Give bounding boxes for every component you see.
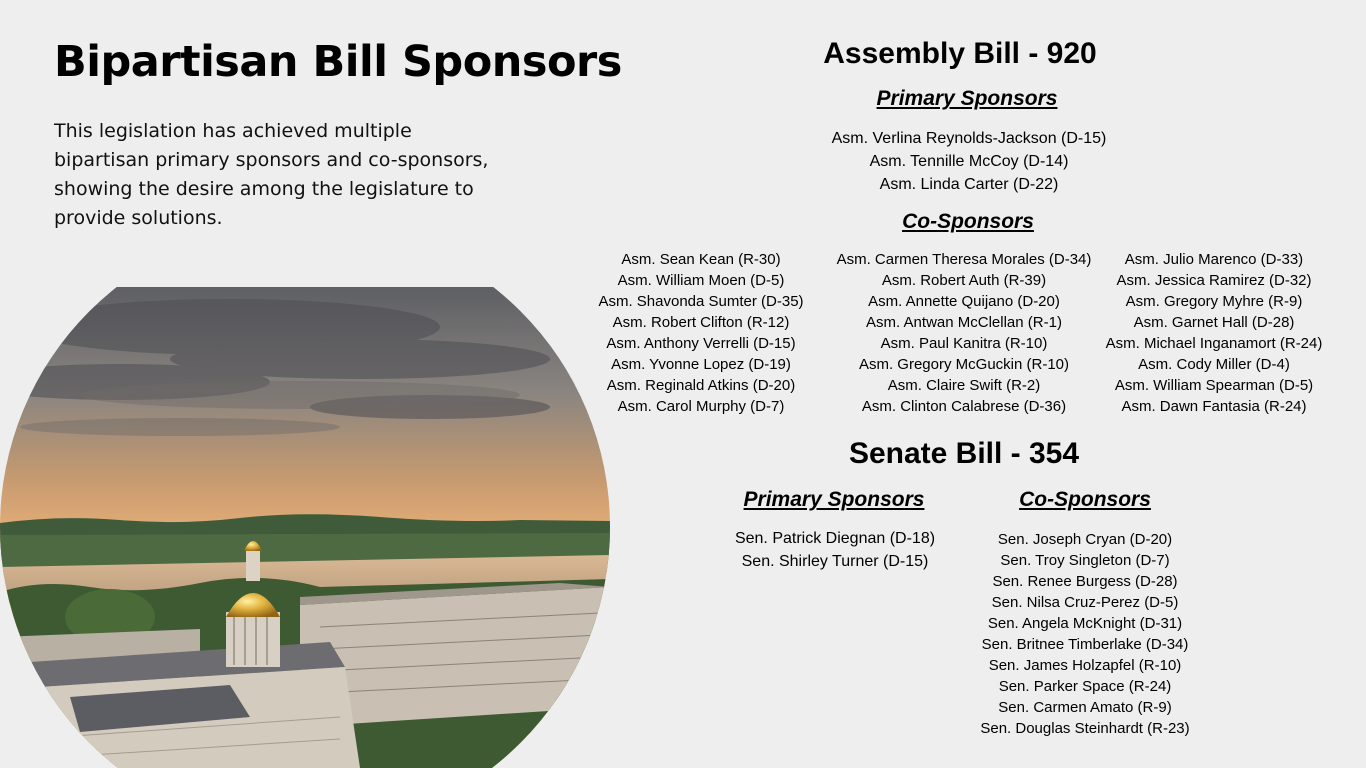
list-item: Asm. Claire Swift (R-2)	[887, 377, 1041, 394]
assembly-primary-list	[769, 127, 1169, 196]
senate-bill-heading: Senate Bill - 354	[848, 437, 1080, 470]
list-item: Asm. Shavonda Sumter (D-35)	[598, 293, 804, 310]
list-item: Asm. Michael Inganamort (R-24)	[1105, 335, 1323, 352]
list-item: Asm. Robert Auth (R-39)	[881, 272, 1047, 289]
list-item: Asm. Antwan McClellan (R-1)	[866, 314, 1062, 331]
assembly-cosponsors-column-1	[581, 249, 821, 417]
list-item: Asm. Jessica Ramirez (D-32)	[1116, 272, 1312, 289]
list-item: Asm. William Moen (D-5)	[617, 272, 785, 289]
list-item: Asm. Gregory McGuckin (R-10)	[858, 356, 1070, 373]
list-item: Sen. Britnee Timberlake (D-34)	[981, 636, 1189, 653]
list-item: Asm. Julio Marenco (D-33)	[1124, 251, 1304, 268]
assembly-cosponsors-column-3	[1094, 249, 1334, 417]
list-item: Asm. Verlina Reynolds-Jackson (D-15)	[831, 130, 1107, 147]
list-item: Sen. Angela McKnight (D-31)	[987, 615, 1183, 632]
list-item: Asm. Reginald Atkins (D-20)	[606, 377, 796, 394]
list-item: Asm. Anthony Verrelli (D-15)	[606, 335, 796, 352]
list-item: Asm. Carol Murphy (D-7)	[617, 398, 785, 415]
list-item: Asm. Paul Kanitra (R-10)	[880, 335, 1048, 352]
list-item: Asm. Clinton Calabrese (D-36)	[861, 398, 1067, 415]
list-item: Sen. Renee Burgess (D-28)	[992, 573, 1178, 590]
capitol-photo	[0, 287, 610, 768]
senate-primary-list	[695, 527, 975, 573]
list-item: Asm. Carmen Theresa Morales (D-34)	[836, 251, 1092, 268]
list-item: Sen. Troy Singleton (D-7)	[1000, 552, 1170, 569]
list-item: Asm. Gregory Myhre (R-9)	[1125, 293, 1303, 310]
senate-primary-heading: Primary Sponsors	[743, 488, 925, 511]
page-title: Bipartisan Bill Sponsors	[54, 37, 622, 87]
intro-paragraph: This legislation has achieved multiple bipartisan primary sponsors and co-sponsors, showing the desire among the legislature to provide solutions.	[54, 120, 489, 229]
assembly-bill-heading: Assembly Bill - 920	[823, 37, 1097, 70]
list-item: Sen. Nilsa Cruz-Perez (D-5)	[991, 594, 1179, 611]
list-item: Asm. Garnet Hall (D-28)	[1133, 314, 1295, 331]
list-item: Sen. Carmen Amato (R-9)	[998, 699, 1172, 716]
assembly-cosponsors-column-2	[824, 249, 1104, 417]
list-item: Sen. Shirley Turner (D-15)	[741, 553, 929, 570]
list-item: Asm. Cody Miller (D-4)	[1138, 356, 1290, 373]
list-item: Asm. Robert Clifton (R-12)	[612, 314, 790, 331]
list-item: Sen. Douglas Steinhardt (R-23)	[980, 720, 1190, 737]
list-item: Asm. William Spearman (D-5)	[1114, 377, 1314, 394]
assembly-cosponsors-heading: Co-Sponsors	[902, 210, 1034, 233]
list-item: Sen. James Holzapfel (R-10)	[988, 657, 1182, 674]
list-item: Sen. Patrick Diegnan (D-18)	[734, 530, 936, 547]
list-item: Asm. Annette Quijano (D-20)	[868, 293, 1060, 310]
senate-cosponsors-list	[945, 529, 1225, 739]
list-item: Sen. Parker Space (R-24)	[998, 678, 1172, 695]
list-item: Sen. Joseph Cryan (D-20)	[997, 531, 1173, 548]
list-item: Asm. Dawn Fantasia (R-24)	[1121, 398, 1307, 415]
list-item: Asm. Yvonne Lopez (D-19)	[611, 356, 791, 373]
list-item: Asm. Linda Carter (D-22)	[879, 176, 1059, 193]
assembly-primary-heading: Primary Sponsors	[876, 87, 1058, 110]
list-item: Asm. Sean Kean (R-30)	[621, 251, 781, 268]
senate-cosponsors-heading: Co-Sponsors	[1019, 488, 1151, 511]
list-item: Asm. Tennille McCoy (D-14)	[869, 153, 1069, 170]
